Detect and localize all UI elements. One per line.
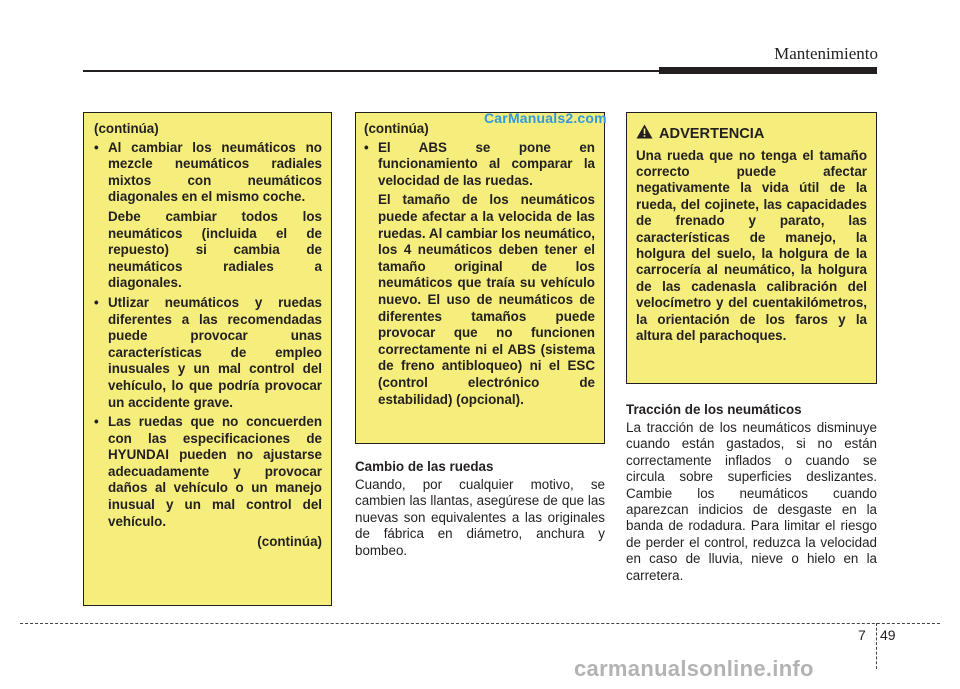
bullet-hyundai-specs: • Las ruedas que no concuerden con las especificaciones de HYUNDAI pueden no ajustarse adecuadamente y provocar daños al vehículo o un manejo inusual y un mal control del vehículo.	[94, 414, 322, 530]
traction-heading: Tracción de los neumáticos	[626, 402, 802, 417]
continued-label-bottom: (continúa)	[257, 534, 322, 550]
bullet-abs: • El ABS se pone en funcionamiento al comparar la velocidad de las ruedas.	[364, 140, 595, 190]
section-title: Mantenimiento	[774, 44, 878, 63]
warning-triangle-icon	[636, 124, 659, 144]
bullet-abs-detail: El tamaño de los neumáticos puede afectar a la velocida de las ruedas. Al cambiar los neumático, los 4 neumáticos deben tener el tamaño original de los neumáticos que traía su vehículo nuevo. El uso de neumáticos de diferentes tamaños puede provocar que no funcionen correctamente ni el ABS (sistema de freno antibloqueo) ni el ESC (control electrónico de estabilidad) (opcional).	[378, 192, 595, 407]
page-number-value: 49	[880, 627, 896, 643]
bullet-mixed-tires-detail: Debe cambiar todos los neumáticos (incluida el de repuesto) si cambia de neumáticos radiales a diagonales.	[108, 208, 322, 291]
footer-dashed-rule	[20, 623, 940, 624]
bullet-mixed-tires: • Al cambiar los neumáticos no mezcle neumáticos radiales mixtos con neumáticos diagonales en el mismo coche.	[94, 140, 322, 206]
warning-text: Una rueda que no tenga el tamaño correcto puede afectar negativamente la vida útil de la rueda, del cojinete, las capacidades de frenado y parato, las características de manejo, la holgura del suelo, la holgura de la carrocería al neumático, la holgura de las cadenasla calibración del velocímetro y del cuentakilómetros, la orientación de los faros y la altura del parachoques.	[636, 147, 867, 344]
caution-box-continued-middle	[355, 112, 605, 444]
watermark-top: CarManuals2.com	[484, 110, 607, 126]
bullet-different-wheels: • Utlizar neumáticos y ruedas diferentes a las recomendadas puede provocar unas características de empleo inusuales y un mal control del vehículo, lo que podría provocar un accidente grave.	[94, 295, 322, 411]
warning-box	[626, 112, 877, 384]
chapter-number: 7	[858, 627, 866, 643]
warning-title: ADVERTENCIA	[659, 125, 765, 142]
continued-label-top: (continúa)	[364, 121, 429, 136]
footer-dashed-divider	[876, 623, 877, 669]
traction-text: La tracción de los neumáticos disminuye cuando están gastados, si no están correctamente inflados o cuando se circula sobre superficies deslizantes. Cambie los neumáticos cuando aparezcan indicios de desgaste en la banda de rodadura. Para limitar el riesgo de perder el control, reduzca la velocidad en caso de lluvia, nieve o hielo en la carretera.	[626, 420, 877, 583]
wheel-change-heading: Cambio de las ruedas	[355, 459, 494, 474]
header-rule-thin	[83, 70, 659, 72]
header-rule-thick	[659, 67, 877, 74]
wheel-change-text: Cuando, por cualquier motivo, se cambien las llantas, asegúrese de que las nuevas son equivalentes a las originales de fábrica en diámetro, anchura y bombeo.	[355, 477, 605, 558]
continued-label-top: (continúa)	[94, 121, 159, 136]
warning-header	[636, 124, 867, 144]
watermark-bottom: carmanualsonline.info	[574, 656, 814, 681]
caution-box-continued-left	[83, 112, 332, 606]
